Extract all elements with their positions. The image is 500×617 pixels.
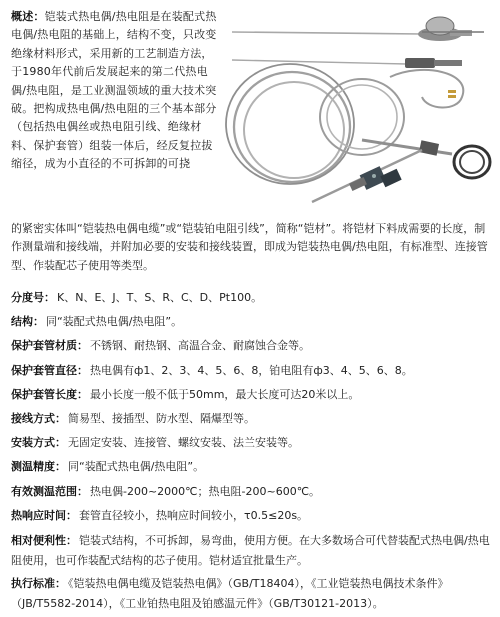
- intro-label: 概述：: [11, 10, 45, 23]
- intro-paragraph: [11, 8, 217, 174]
- spec-label: 执行标准：: [11, 576, 66, 590]
- spec-label: 接线方式：: [11, 411, 66, 425]
- spec-value: 最小长度一般不低于50mm，最大长度可达20米以上。: [90, 387, 360, 401]
- intro-text-part1: 铠装式热电偶/热电阻是在装配式热电偶/热电阻的基础上，结构不变，只改变绝缘材料形式，采用新的工艺制造方法，于1980年代前后发展起来的第二代热电偶/热电阻，是工业测温领域的重大技术突破。把构成热电偶/热电阻的三个基本部分（包括热电偶丝或热电阻引线、绝缘材料、保护套管）组装一体后，经反复拉拔缩径，成为小直径的不可拆卸的可挠: [11, 10, 217, 171]
- spec-row-accuracy: [11, 458, 493, 475]
- spec-row-sheath-diameter: [11, 362, 493, 379]
- spec-value: 不锈钢、耐热钢、高温合金、耐腐蚀合金等。: [90, 339, 310, 353]
- spec-value: 套管直径较小，热响应时间较小，τ0.5≤20s。: [79, 508, 309, 522]
- spec-label: 分度号：: [11, 291, 55, 304]
- spec-value: K、N、E、J、T、S、R、C、D、Pt100。: [57, 291, 263, 304]
- spec-label: 安装方式：: [11, 436, 66, 450]
- product-photo-sheathed-thermocouples: [222, 2, 500, 214]
- intro-paragraph-continued: 的紧密实体叫“铠装热电偶电缆”或“铠装铂电阻引线”，简称“铠材”。将铠材下料成需要的长度，制作测量端和接线端，并附加必要的安装和接线装置，即成为铠装热电偶/热电阻，有标准型、连接管型、作装配芯子使用等类型。: [11, 222, 488, 272]
- spec-row-graduation: [11, 289, 493, 306]
- spec-row-sheath-length: [11, 386, 493, 403]
- spec-label: 热响应时间：: [11, 508, 77, 522]
- spec-row-structure: [11, 313, 493, 330]
- spec-row-standards: [11, 574, 493, 614]
- spec-label: 保护套管直径：: [11, 363, 88, 377]
- spec-label: 结构：: [11, 315, 44, 329]
- spec-value: 《铠装热电偶电缆及铠装热电偶》（GB/T18404），《工业铠装热电偶技术条件》（JB/T5582-2014），《工业铂热电阻及铂感温元件》（GB/T30121-2013）。: [11, 576, 449, 610]
- spec-list: [11, 289, 493, 617]
- spec-row-sheath-material: [11, 337, 493, 354]
- spec-value: 同“装配式热电偶/热电阻”。: [68, 460, 205, 474]
- spec-row-temp-range: [11, 483, 493, 500]
- spec-value: 无固定安装、连接管、螺纹安装、法兰安装等。: [68, 436, 299, 450]
- spec-label: 有效测温范围：: [11, 484, 88, 498]
- spec-label: 相对便利性：: [11, 533, 77, 547]
- spec-row-installation: [11, 434, 493, 451]
- spec-value: 热电偶-200~2000℃；热电阻-200~600℃。: [90, 484, 321, 498]
- spec-label: 保护套管长度：: [11, 387, 88, 401]
- spec-row-convenience: [11, 531, 493, 571]
- spec-value: 热电偶有ф1、2、3、4、5、6、8，铂电阻有ф3、4、5、6、8。: [90, 363, 413, 377]
- spec-label: 测温精度：: [11, 460, 66, 474]
- spec-value: 同“装配式热电偶/热电阻”。: [46, 315, 183, 329]
- spec-value: 铠装式结构，不可拆卸，易弯曲，使用方便。在大多数场合可代替装配式热电偶/热电阻使用，也可作装配式结构的芯子使用。铠材适宜批量生产。: [11, 533, 490, 567]
- spec-row-response-time: [11, 507, 493, 524]
- spec-value: 简易型、接插型、防水型、隔爆型等。: [68, 411, 255, 425]
- spec-row-wiring: [11, 410, 493, 427]
- spec-label: 保护套管材质：: [11, 339, 88, 353]
